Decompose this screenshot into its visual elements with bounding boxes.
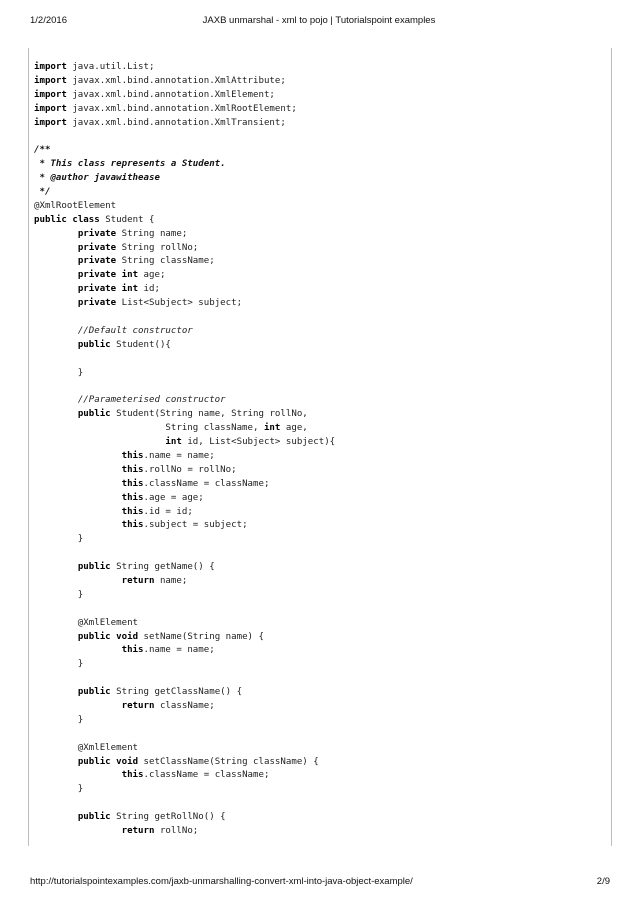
page-title: JAXB unmarshal - xml to pojo | Tutorialspoint examples — [202, 15, 436, 26]
code-lines — [34, 61, 335, 839]
code-text: .id = id; — [143, 506, 193, 517]
code-line — [34, 311, 335, 325]
code-text — [34, 687, 78, 697]
code-keyword: import — [34, 103, 67, 114]
code-text — [34, 326, 78, 336]
code-line — [34, 255, 335, 269]
source-url[interactable]: http://tutorialspointexamples.com/jaxb-unmarshalling-convert-xml-into-java-object-example/ — [30, 876, 413, 887]
code-text: } — [34, 659, 84, 670]
code-keyword: public — [77, 339, 111, 350]
code-keyword: public — [77, 687, 111, 698]
code-line — [34, 269, 335, 283]
code-keyword: class — [72, 214, 100, 225]
code-text — [34, 409, 78, 419]
code-line — [34, 478, 335, 492]
code-text — [34, 632, 78, 642]
code-text: } — [34, 367, 84, 378]
code-keyword: return — [121, 825, 155, 836]
code-line — [34, 130, 335, 144]
code-text — [34, 701, 122, 711]
code-text: id, List<Subject> subject){ — [181, 437, 336, 448]
code-line — [34, 547, 335, 561]
code-text — [34, 298, 78, 308]
code-text: Student(String name, String rollNo, — [110, 409, 308, 420]
code-keyword: public — [77, 631, 111, 642]
code-line — [34, 75, 335, 89]
page-footer — [0, 876, 638, 888]
code-line — [34, 353, 335, 367]
code-keyword: this — [121, 770, 144, 781]
code-text: String className; — [116, 256, 215, 267]
code-text — [34, 229, 78, 239]
code-text — [34, 770, 122, 780]
code-text — [34, 479, 122, 489]
code-text — [34, 465, 122, 475]
code-line — [34, 103, 335, 117]
code-line — [34, 533, 335, 547]
code-comment: //Default constructor — [77, 325, 193, 336]
code-text — [34, 507, 122, 517]
code-keyword: int — [121, 284, 139, 295]
code-line — [34, 380, 335, 394]
code-keyword: return — [121, 700, 155, 711]
code-line — [34, 283, 335, 297]
code-keyword: private — [77, 298, 117, 309]
code-text: java.util.List; — [66, 62, 155, 72]
code-keyword: int — [121, 270, 139, 281]
code-line — [34, 603, 335, 617]
code-line — [34, 756, 335, 770]
code-text — [34, 340, 78, 350]
code-text: @XmlElement — [34, 617, 139, 628]
code-text: .className = className; — [143, 478, 270, 489]
code-keyword: void — [116, 631, 139, 642]
code-line — [34, 172, 335, 186]
code-text: name; — [154, 575, 188, 586]
code-keyword: this — [121, 478, 144, 489]
code-text: age, — [280, 423, 308, 434]
code-line — [34, 825, 335, 839]
code-text — [34, 395, 78, 405]
code-line — [34, 797, 335, 811]
code-text: String rollNo; — [116, 242, 199, 253]
code-text — [34, 451, 122, 461]
code-text: setName(String name) { — [138, 631, 264, 642]
code-keyword: public — [77, 562, 111, 573]
code-comment: //Parameterised constructor — [77, 395, 226, 406]
code-line — [34, 672, 335, 686]
code-line — [34, 242, 335, 256]
code-line — [34, 436, 335, 450]
code-text: } — [34, 784, 84, 795]
print-date: 1/2/2016 — [30, 15, 67, 26]
code-text: .subject = subject; — [143, 520, 248, 531]
code-line — [34, 228, 335, 242]
code-text: .className = className; — [143, 770, 270, 781]
code-line — [34, 158, 335, 172]
code-line — [34, 686, 335, 700]
code-line — [34, 561, 335, 575]
code-keyword: import — [34, 89, 67, 100]
code-text: javax.xml.bind.annotation.XmlTransient; — [66, 117, 286, 128]
code-line — [34, 575, 335, 589]
code-keyword: this — [121, 506, 144, 517]
code-keyword: import — [34, 62, 67, 72]
page-header — [0, 15, 638, 27]
code-line — [34, 214, 335, 228]
code-keyword: int — [165, 437, 182, 448]
code-line — [34, 186, 335, 200]
code-line — [34, 700, 335, 714]
code-keyword: import — [34, 75, 67, 86]
code-keyword: private — [77, 270, 117, 281]
code-keyword: public — [77, 409, 111, 420]
code-line — [34, 658, 335, 672]
code-text: .name = name; — [143, 450, 215, 461]
code-keyword: this — [121, 520, 144, 531]
code-line — [34, 61, 335, 75]
code-keyword: this — [121, 645, 144, 656]
code-line — [34, 117, 335, 131]
code-line — [34, 728, 335, 742]
code-text: Student(){ — [110, 339, 171, 350]
code-line — [34, 589, 335, 603]
code-text — [34, 520, 122, 530]
code-comment: * @author javawithease — [34, 173, 160, 184]
code-text: } — [34, 714, 84, 725]
code-text: } — [34, 534, 84, 545]
code-keyword: private — [77, 242, 117, 253]
code-text — [34, 243, 78, 253]
code-keyword: public — [77, 756, 111, 767]
code-keyword: private — [77, 284, 117, 295]
code-line — [34, 617, 335, 631]
code-text: String name; — [116, 228, 188, 239]
code-text: String getName() { — [110, 562, 215, 573]
code-text: rollNo; — [154, 825, 199, 836]
code-text: String getClassName() { — [110, 687, 243, 698]
code-keyword: public — [34, 214, 67, 225]
code-text: className; — [154, 700, 215, 711]
code-text: String getRollNo() { — [110, 812, 226, 823]
code-text: javax.xml.bind.annotation.XmlElement; — [66, 89, 275, 100]
code-keyword: this — [121, 450, 144, 461]
code-line — [34, 450, 335, 464]
code-line — [34, 519, 335, 533]
code-line — [34, 200, 335, 214]
code-keyword: private — [77, 256, 117, 267]
code-text: @XmlRootElement — [34, 200, 117, 211]
code-text — [34, 576, 122, 586]
code-line — [34, 339, 335, 353]
code-text: age; — [138, 270, 166, 281]
code-line — [34, 325, 335, 339]
code-line — [34, 89, 335, 103]
code-text — [34, 284, 78, 294]
code-text — [34, 826, 122, 836]
code-line — [34, 492, 335, 506]
code-line — [34, 783, 335, 797]
code-keyword: public — [77, 812, 111, 823]
code-text: id; — [138, 284, 160, 295]
code-comment: /** — [34, 145, 51, 156]
code-line — [34, 644, 335, 658]
code-block — [28, 48, 612, 846]
code-line — [34, 394, 335, 408]
code-text: setClassName(String className) { — [138, 756, 319, 767]
code-line — [34, 811, 335, 825]
code-text — [34, 270, 78, 280]
code-keyword: private — [77, 228, 117, 239]
code-comment: * This class represents a Student. — [34, 159, 226, 170]
code-text: javax.xml.bind.annotation.XmlRootElement; — [66, 103, 297, 114]
code-text — [34, 812, 78, 822]
code-text: String className, — [34, 423, 264, 434]
code-text — [34, 437, 165, 447]
code-line — [34, 408, 335, 422]
code-text: List<Subject> subject; — [116, 298, 243, 309]
code-text — [34, 256, 78, 266]
code-keyword: return — [121, 575, 155, 586]
code-text — [34, 645, 122, 655]
code-line — [34, 742, 335, 756]
code-text: } — [34, 589, 84, 600]
code-comment: */ — [34, 187, 51, 198]
code-text: Student { — [99, 214, 155, 225]
code-line — [34, 769, 335, 783]
code-keyword: this — [121, 464, 144, 475]
code-text — [34, 493, 122, 503]
code-text — [34, 562, 78, 572]
code-keyword: int — [263, 423, 281, 434]
code-keyword: this — [121, 492, 144, 503]
code-line — [34, 506, 335, 520]
code-line — [34, 422, 335, 436]
code-line — [34, 714, 335, 728]
code-text: .rollNo = rollNo; — [143, 464, 237, 475]
code-line — [34, 367, 335, 381]
code-line — [34, 144, 335, 158]
code-text: @XmlElement — [34, 742, 139, 753]
code-text: javax.xml.bind.annotation.XmlAttribute; — [66, 75, 286, 86]
code-line — [34, 297, 335, 311]
code-text: .name = name; — [143, 645, 215, 656]
code-line — [34, 631, 335, 645]
code-text: .age = age; — [143, 492, 204, 503]
page-number: 2/9 — [596, 876, 610, 887]
code-keyword: void — [116, 756, 139, 767]
code-text — [34, 757, 78, 767]
code-keyword: import — [34, 117, 67, 128]
code-line — [34, 464, 335, 478]
